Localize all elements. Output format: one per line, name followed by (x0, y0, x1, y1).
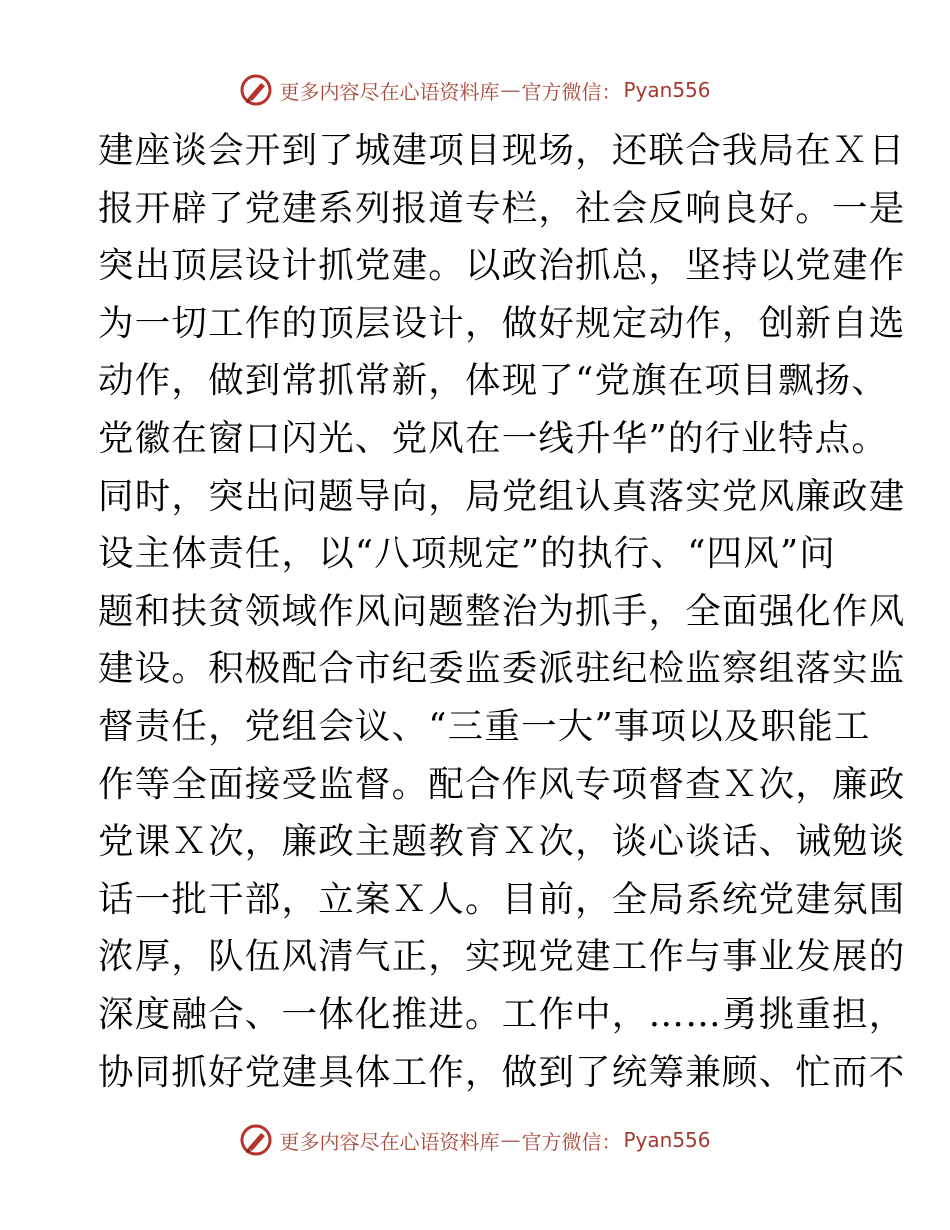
text-line: 动作，做到常抓常新，体现了“党旗在项目飘扬、 (98, 360, 889, 402)
text-line: 作等全面接受监督。配合作风专项督查Ｘ次，廉政 (98, 763, 906, 805)
text-line: 党课Ｘ次，廉政主题教育Ｘ次，谈心谈话、诫勉谈 (98, 821, 906, 863)
text-line: 设主体责任，以“八项规定”的执行、“四风”问 (98, 533, 836, 575)
text-line: 为一切工作的顶层设计，做好规定动作，创新自选 (98, 302, 906, 344)
watermark-wechat-id: Pyan556 (623, 1128, 711, 1152)
text-line: 深度融合、一体化推进。工作中，……勇挑重担， (98, 993, 906, 1035)
text-line: 同时，突出问题导向，局党组认真落实党风廉政建 (98, 475, 906, 517)
text-line: 协同抓好党建具体工作，做到了统筹兼顾、忙而不 (98, 1051, 906, 1093)
footer-watermark (0, 1120, 950, 1160)
watermark-official-label: 官方微信： (521, 1129, 622, 1154)
text-line: 督责任，党组会议、“三重一大”事项以及职能工 (98, 705, 871, 747)
text-line: 话一批干部，立案Ｘ人。目前，全局系统党建氛围 (98, 878, 906, 920)
watermark-wechat-id: Pyan556 (623, 78, 711, 102)
text-line: 建座谈会开到了城建项目现场，还联合我局在Ｘ日 (98, 130, 906, 171)
header-watermark (0, 70, 950, 110)
watermark-dash: — (500, 78, 521, 102)
text-line: 党徽在窗口闪光、党风在一线升华”的行业特点。 (98, 417, 889, 459)
document-body (98, 122, 906, 1101)
watermark-official-label: 官方微信： (521, 79, 622, 104)
text-line: 建设。积极配合市纪委监委派驻纪检监察组落实监 (98, 648, 906, 690)
text-line: 突出顶层设计抓党建。以政治抓总，坚持以党建作 (98, 245, 906, 287)
watermark-main-text: 更多内容尽在心语资料库 (279, 79, 500, 104)
text-line: 报开辟了党建系列报道专栏，社会反响良好。一是 (98, 187, 906, 229)
text-line: 浓厚，队伍风清气正，实现党建工作与事业发展的 (98, 936, 906, 978)
watermark-main-text: 更多内容尽在心语资料库 (279, 1129, 500, 1154)
pen-logo-icon (239, 73, 273, 107)
text-line: 题和扶贫领域作风问题整治为抓手，全面强化作风 (98, 590, 906, 632)
watermark-dash: — (500, 1128, 521, 1152)
pen-logo-icon (239, 1123, 273, 1157)
